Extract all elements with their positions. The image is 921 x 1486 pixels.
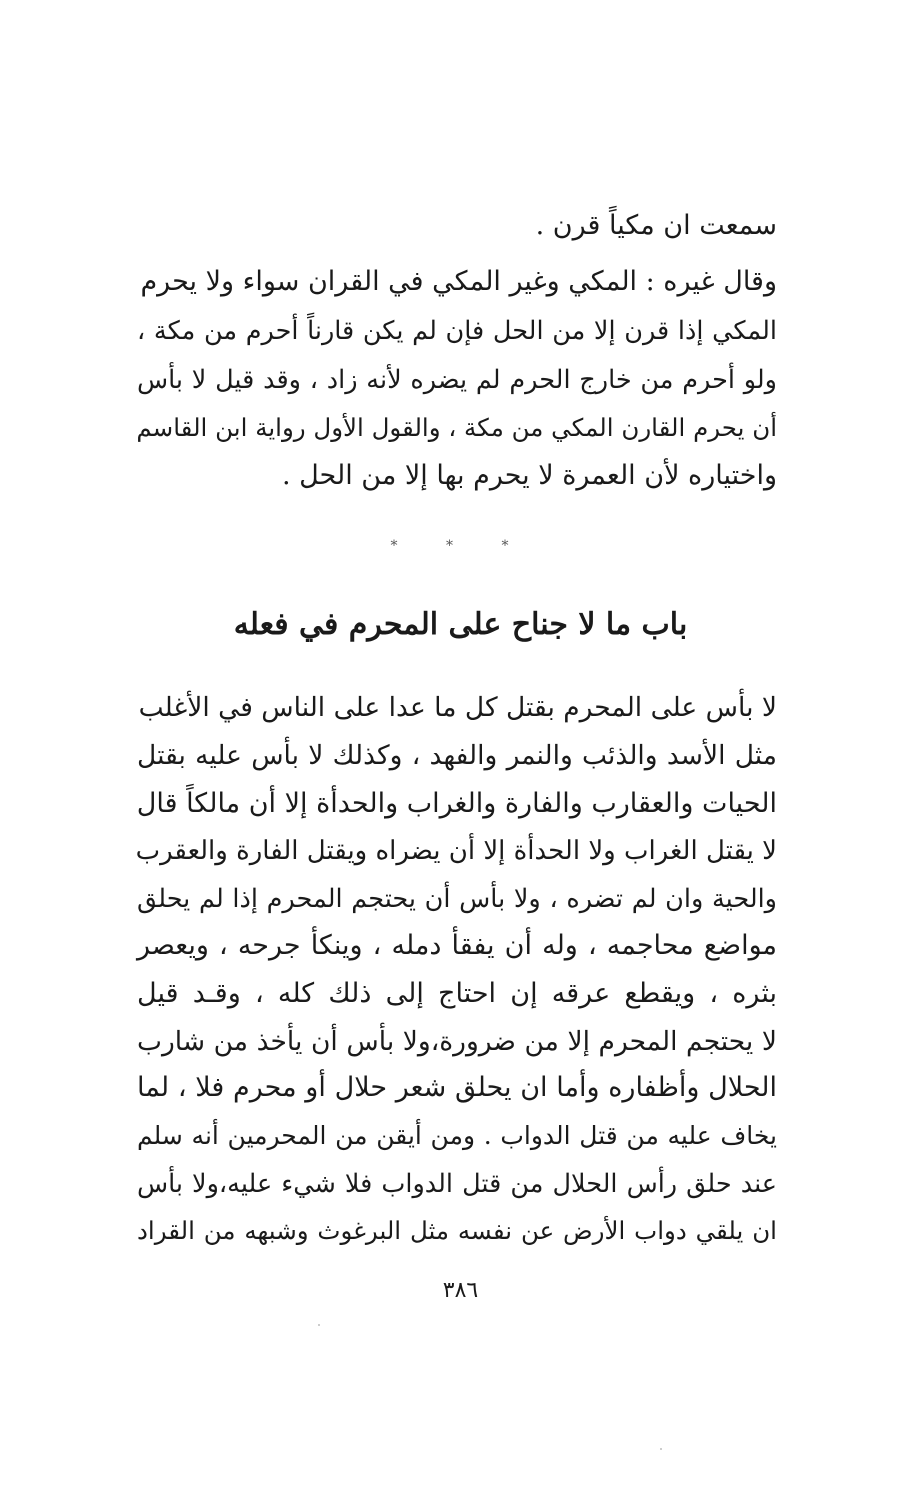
text-line: لا بأس على المحرم بقتل كل ما عدا على الناس في الأغلب bbox=[138, 692, 777, 723]
text-line: المكي إذا قرن إلا من الحل فإن لم يكن قارناً أحرم من مكة ، bbox=[137, 316, 777, 346]
text-line: واختياره لأن العمرة لا يحرم بها إلا من الحل . bbox=[281, 460, 777, 491]
text-line: عند حلق رأس الحلال من قتل الدواب فلا شيء عليه،ولا بأس bbox=[137, 1169, 777, 1199]
text-line: لا يقتل الغراب ولا الحدأة إلا أن يضراه ويقتل الفارة والعقرب bbox=[135, 836, 777, 866]
page-number: ٣٨٦ bbox=[442, 1278, 479, 1303]
text-line: أن يحرم القارن المكي من مكة ، والقول الأول رواية ابن القاسم bbox=[136, 413, 777, 442]
text-line: لا يحتجم المحرم إلا من ضرورة،ولا بأس أن يأخذ من شارب bbox=[137, 1026, 777, 1057]
text-line: مواضع محاجمه ، وله أن يفقأ دمله ، وينكأ جرحه ، ويعصر bbox=[137, 930, 777, 961]
text-line: يخاف عليه من قتل الدواب . ومن أيقن من المحرمين أنه سلم bbox=[137, 1121, 777, 1150]
chapter-heading: باب ما لا جناح على المحرم في فعله bbox=[233, 607, 688, 642]
text-line: الحلال وأظفاره وأما ان يحلق شعر حلال أو محرم فلا ، لما bbox=[137, 1072, 777, 1103]
text-line: مثل الأسد والذئب والنمر والفهد ، وكذلك لا بأس عليه بقتل bbox=[137, 740, 777, 771]
text-line: والحية وان لم تضره ، ولا بأس أن يحتجم المحرم إذا لم يحلق bbox=[137, 884, 777, 914]
text-line: بثره ، ويقطع عرقه إن احتاج إلى ذلك كله ، وقـد قيل bbox=[137, 978, 777, 1009]
scan-speck bbox=[318, 1324, 320, 1326]
text-line: ولو أحرم من خارج الحرم لم يضره لأنه زاد ، وقد قيل لا بأس bbox=[137, 365, 777, 395]
section-separator: * * * bbox=[390, 538, 531, 554]
text-line: ان يلقي دواب الأرض عن نفسه مثل البرغوث وشبهه من القراد bbox=[137, 1216, 777, 1245]
text-line: وقال غيره : المكي وغير المكي في القران سواء ولا يحرم bbox=[140, 266, 777, 297]
text-line: سمعت ان مكياً قرن . bbox=[535, 210, 777, 241]
scan-speck bbox=[660, 1448, 662, 1450]
text-line: الحيات والعقارب والفارة والغراب والحدأة إلا أن مالكاً قال bbox=[136, 788, 777, 819]
